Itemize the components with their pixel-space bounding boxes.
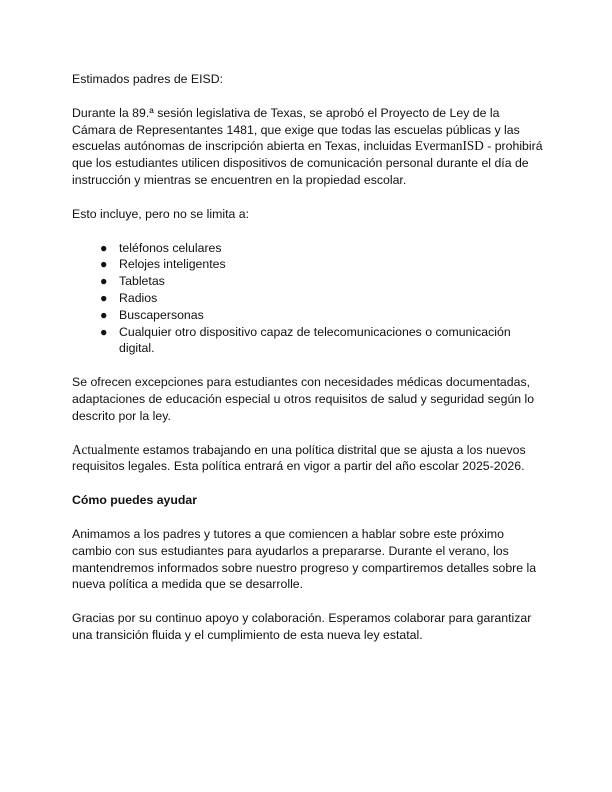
bullet-icon: ● (100, 290, 108, 305)
bullet-icon: ● (100, 257, 108, 272)
device-list (72, 240, 546, 358)
includes-text: Esto incluye, pero no se limita a: (72, 206, 250, 221)
list-item (72, 290, 546, 307)
list-item-text: Tabletas (119, 274, 165, 289)
help-paragraph: Animamos a los padres y tutores a que comiencen a hablar sobre este próximo cambio con sus estudiantes para ayudarlos a prepararse. Durante el verano, los mantendremos informados sobre nuestro progreso y compartiremos detalles sobre la nueva política a medida que se desarrolle. (72, 526, 537, 592)
intro-text-end: - prohibirá que los estudiantes utilicen dispositivos de comunicación personal durante el día de instrucción y mientras se encuentren en la propiedad escolar. (72, 139, 543, 187)
policy-text: estamos trabajando en una política distrital que se ajusta a los nuevos requisitos legales. Esta política entrará en vigor a partir del año escolar 2025-2026. (72, 442, 526, 474)
list-item-text: Cualquier otro dispositivo capaz de telecomunicaciones o comunicación digital. (119, 324, 511, 356)
bullet-icon: ● (100, 307, 108, 322)
list-item (72, 256, 546, 273)
district-name: EvermanISD (414, 138, 484, 154)
greeting: Estimados padres de EISD: (72, 72, 224, 86)
intro-text-start: Durante la 89.ª sesión legislativa de Texas, se aprobó el Proyecto de Ley de la Cámara de Representantes 1481, que exige que todas las escuelas públicas y las escuelas autónomas de inscripción abierta en Texas, incluidas (72, 105, 520, 154)
intro-paragraph (72, 105, 546, 189)
policy-paragraph (72, 442, 546, 476)
list-item-text: Radios (119, 290, 158, 305)
list-item-text: Buscapersonas (119, 307, 204, 322)
list-item-text: Relojes inteligentes (119, 257, 226, 272)
policy-first-word: Actualmente (72, 441, 140, 457)
list-item-text: teléfonos celulares (119, 240, 222, 255)
help-heading: Cómo puedes ayudar (72, 493, 198, 508)
list-item (72, 324, 546, 358)
letter-body (72, 71, 546, 661)
list-item (72, 307, 546, 324)
bullet-icon: ● (100, 274, 108, 289)
closing-paragraph: Gracias por su continuo apoyo y colaboración. Esperamos colaborar para garantizar una transición fluida y el cumplimiento de esta nueva ley estatal. (72, 611, 532, 642)
bullet-icon: ● (100, 324, 108, 339)
bullet-icon: ● (100, 240, 108, 255)
list-item (72, 273, 546, 290)
list-item (72, 240, 546, 257)
exceptions-paragraph: Se ofrecen excepciones para estudiantes con necesidades médicas documentadas, adaptaciones de educación especial u otros requisitos de salud y seguridad según lo descrito por la ley. (72, 375, 535, 423)
